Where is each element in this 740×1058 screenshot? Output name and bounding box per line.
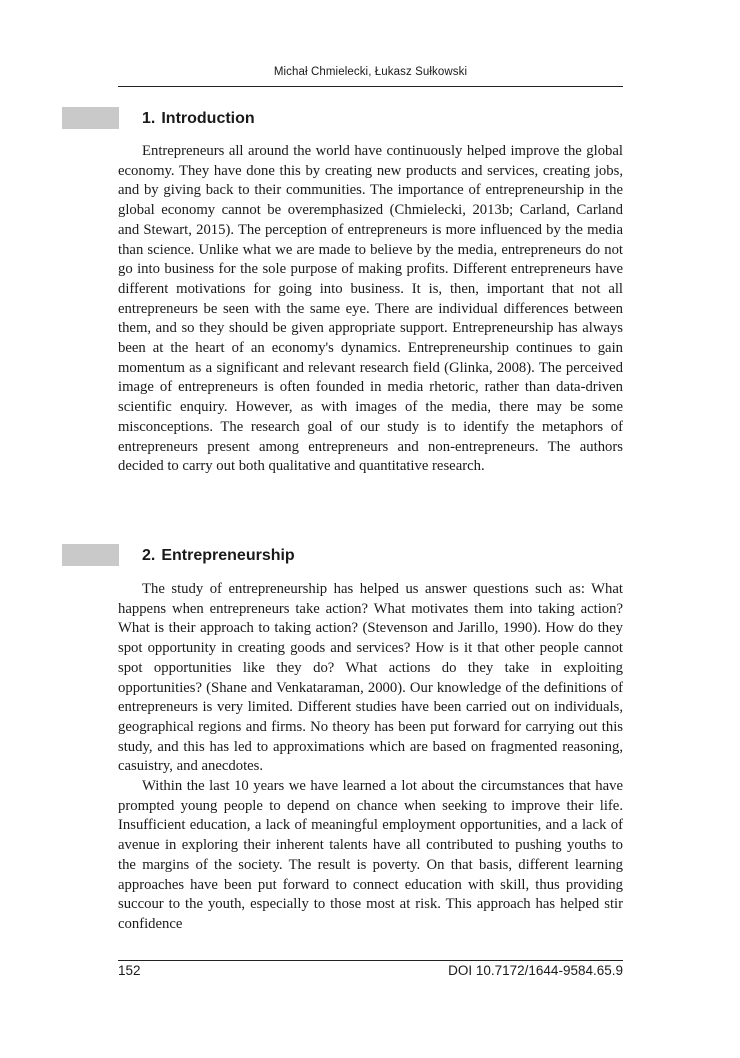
doi-link[interactable]: DOI 10.7172/1644-9584.65.9: [448, 963, 623, 978]
section-title-text: Introduction: [161, 110, 255, 127]
section-heading-introduction: [142, 108, 255, 130]
section-body-entrepreneurship: [118, 580, 623, 935]
running-head-authors: Michał Chmielecki, Łukasz Sułkowski: [273, 66, 468, 78]
section-marker: [62, 544, 119, 566]
section-body-introduction: [118, 142, 623, 477]
paragraph: Entrepreneurs all around the world have continuously helped improve the global economy. They have done this by creating new products and services, creating jobs, and by giving back to their communities. The importance of entrepreneurship in the global economy cannot be overemphasized (Chmielecki, 2013b; Carland, Carland and Stewart, 2015). The perception of entrepreneurs is more influenced by the media than science. Unlike what we are made to believe by the media, entrepreneurs do not go into business for the sole purpose of making profits. Different entrepreneurs have different motivations for going into business. It is, then, important that not all entrepreneurs be seen with the same eye. There are individual differences between them, and so they should be given appropriate support. Entrepreneurship has always been at the heart of an economy's dynamics. Entrepreneurship continues to gain momentum as a significant and relevant research field (Glinka, 2008). The perceived image of entrepreneurs is often founded in media rhetoric, rather than data-driven scientific enquiry. However, as with images of the media, there may be some misconceptions. The research goal of our study is to identify the metaphors of entrepreneurs present among entrepreneurs and non-entrepreneurs. The authors decided to carry out both qualitative and quantitative research.: [118, 143, 623, 475]
page-number: 152: [118, 963, 141, 978]
section-number: 2.: [142, 547, 156, 564]
section-marker: [62, 107, 119, 129]
section-heading-entrepreneurship: [142, 545, 295, 567]
paragraph: Within the last 10 years we have learned a lot about the circumstances that have prompted young people to depend on chance when seeking to improve their life. Insufficient education, a lack of meaningful employment opportunities, and a lack of avenue in exploring their inherent talents have all contributed to pushing youths to the margins of the society. The result is poverty. On that basis, different learning approaches have been put forward to connect education with skill, thus providing succour to the youth, especially to those most at risk. This approach has helped stir confidence: [118, 778, 623, 932]
header-rule: [118, 86, 623, 87]
section-title-text: Entrepreneurship: [161, 547, 295, 564]
footer-rule: [118, 960, 623, 961]
section-number: 1.: [142, 110, 156, 127]
paragraph: The study of entrepreneurship has helped us answer questions such as: What happens when entrepreneurs take action? What motivates them into taking action? What is their approach to taking action? (Stevenson and Jarillo, 1990). How do they spot opportunity in creating goods and services? How is it that other people cannot spot opportunities like they do? What actions do they take in exploiting opportunities? (Shane and Venkataraman, 2000). Our knowledge of the definitions of entrepreneurs is very limited. Different studies have been carried out on individuals, geographical regions and firms. No theory has been put forward for carrying out this study, and this has led to approximations which are based on fragmented reasoning, casuistry, and anecdotes.: [118, 581, 623, 775]
